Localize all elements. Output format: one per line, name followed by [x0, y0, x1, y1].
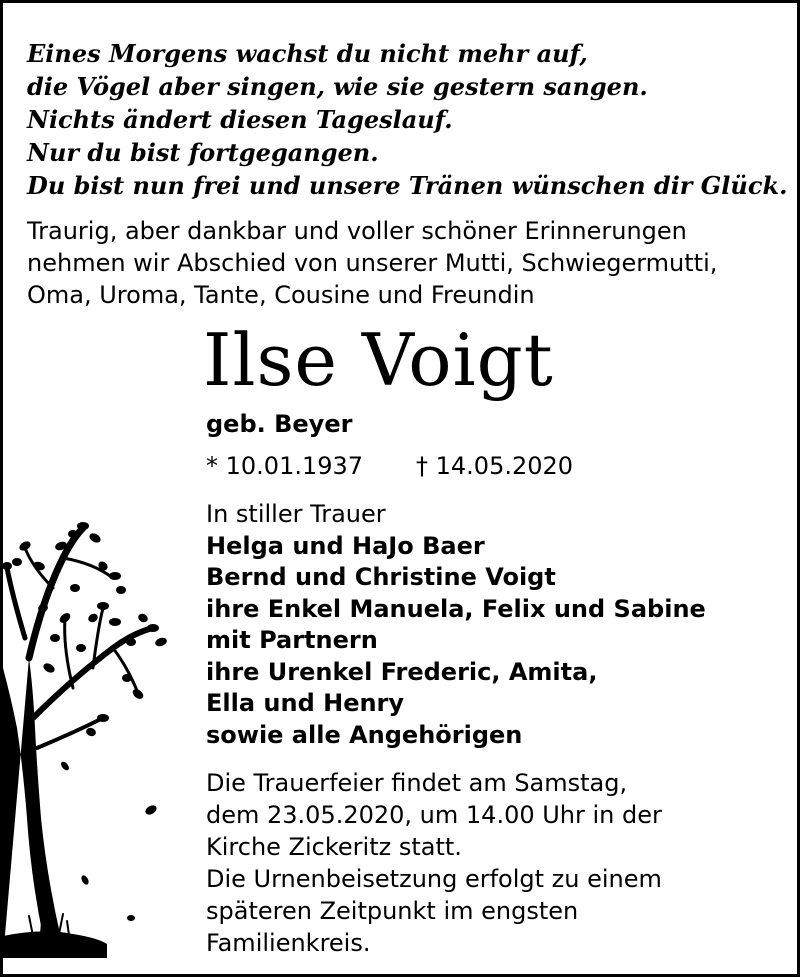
mourner-line: ihre Urenkel Frederic, Amita, — [206, 657, 598, 686]
poem-line: Du bist nun frei und unsere Tränen wünschen dir Glück. — [27, 171, 788, 200]
life-dates — [206, 451, 573, 481]
tree-silhouette-icon — [3, 518, 193, 958]
death-date: † 14.05.2020 — [416, 452, 574, 480]
funeral-service-info — [206, 767, 662, 959]
mourners-list — [206, 499, 706, 751]
service-line: Die Trauerfeier findet am Samstag, — [206, 769, 628, 797]
poem-line: Eines Morgens wachst du nicht mehr auf, — [27, 39, 588, 68]
intro-line: nehmen wir Abschied von unserer Mutti, Schwiegermutti, — [27, 249, 718, 277]
service-line: dem 23.05.2020, um 14.00 Uhr in der — [206, 801, 662, 829]
service-line: Die Urnenbeisetzung erfolgt zu einem — [206, 865, 662, 893]
mourners-lead: In stiller Trauer — [206, 500, 386, 528]
mourner-line: ihre Enkel Manuela, Felix und Sabine — [206, 594, 706, 623]
mourner-line: Bernd und Christine Voigt — [206, 563, 556, 591]
intro-line: Oma, Uroma, Tante, Cousine und Freundin — [27, 281, 535, 309]
service-line: Familienkreis. — [206, 929, 371, 957]
maiden-name: geb. Beyer — [206, 410, 353, 438]
mourner-line: sowie alle Angehörigen — [206, 720, 523, 749]
mourner-line: Ella und Henry — [206, 689, 405, 717]
memorial-poem — [27, 37, 787, 202]
birth-date: * 10.01.1937 — [206, 452, 364, 480]
mourner-line: Helga und HaJo Baer — [206, 531, 485, 560]
intro-text — [27, 215, 787, 311]
service-line: Kirche Zickeritz statt. — [206, 833, 462, 861]
poem-line: Nichts ändert diesen Tageslauf. — [27, 105, 453, 134]
service-line: späteren Zeitpunkt im engsten — [206, 897, 579, 925]
poem-line: die Vögel aber singen, wie sie gestern sangen. — [27, 72, 648, 101]
poem-line: Nur du bist fortgegangen. — [27, 138, 379, 167]
deceased-name: Ilse Voigt — [203, 318, 554, 402]
mourner-line: mit Partnern — [206, 626, 378, 654]
intro-line: Traurig, aber dankbar und voller schöner Erinnerungen — [27, 217, 687, 245]
